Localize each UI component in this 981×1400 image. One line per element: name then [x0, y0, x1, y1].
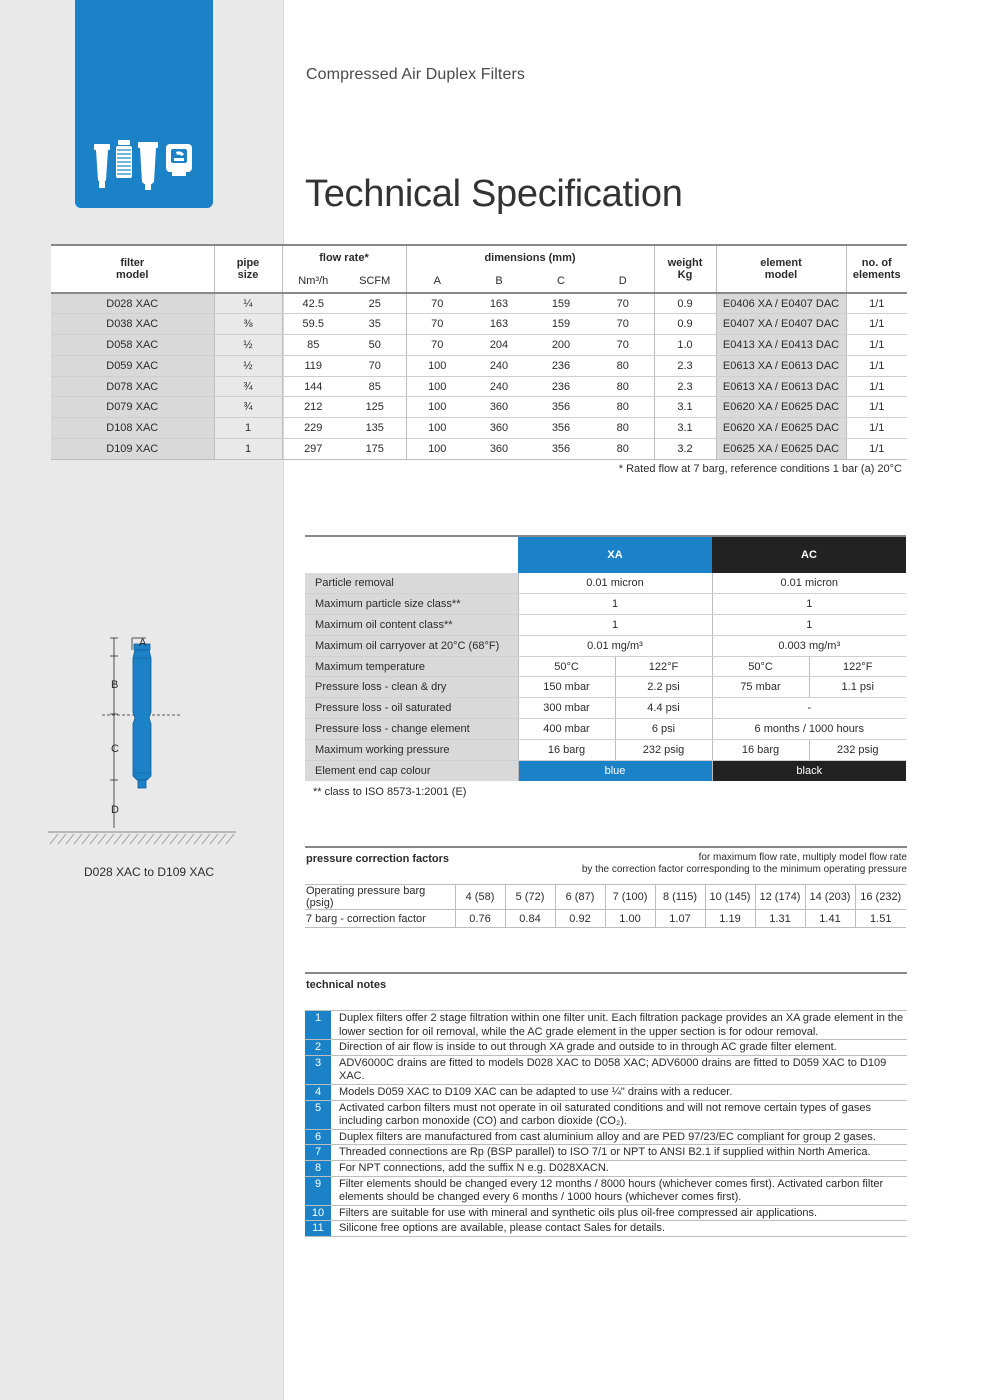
ac-value: 1.1 psi — [809, 677, 906, 698]
pressure-cell: 8 (115) — [655, 885, 705, 910]
filter-bowl-icon — [138, 142, 158, 190]
note-number: 6 — [305, 1130, 331, 1145]
spec-cell: 2.3 — [654, 376, 716, 397]
spec-cell: 1/1 — [846, 439, 907, 460]
xa-value: 0.01 mg/m³ — [518, 635, 712, 656]
pressure-correction-table — [305, 884, 906, 928]
xa-value: 1 — [518, 594, 712, 615]
spec-cell: 80 — [592, 439, 654, 460]
property-label: Maximum temperature — [305, 656, 518, 677]
spec-cell: 240 — [468, 376, 530, 397]
element-model-cell: E0413 XA / E0413 DAC — [716, 335, 846, 356]
note-text: Threaded connections are Rp (BSP parallel) to ISO 7/1 or NPT to ANSI B2.1 if supplied within North America. — [339, 1146, 871, 1159]
spec-cell: 1/1 — [846, 355, 907, 376]
spec-cell: 1/1 — [846, 335, 907, 356]
spec-cell: 70 — [406, 293, 468, 314]
property-label: Maximum working pressure — [305, 739, 518, 760]
dimension-label-c: C — [111, 743, 119, 755]
spec-cell: 236 — [530, 376, 592, 397]
spec-cell: 229 — [282, 418, 344, 439]
grade-row — [305, 739, 906, 760]
property-label: Particle removal — [305, 573, 518, 594]
technical-note — [305, 1130, 907, 1146]
technical-note — [305, 1085, 907, 1101]
technical-notes-list — [305, 1010, 907, 1237]
correction-factor-cell: 1.51 — [855, 910, 906, 928]
dimension-label-d: D — [111, 804, 119, 816]
xa-value: 50°C — [518, 656, 615, 677]
section-divider — [305, 972, 907, 974]
spec-cell: 70 — [406, 314, 468, 335]
technical-note — [305, 1040, 907, 1056]
model-cell: D079 XAC — [51, 397, 214, 418]
pressure-cell: 6 (87) — [555, 885, 605, 910]
spec-cell: ¾ — [214, 376, 282, 397]
note-text: Direction of air flow is inside to out through XA grade and outside to in through AC grade filter element. — [339, 1041, 837, 1054]
spec-cell: 85 — [282, 335, 344, 356]
xa-value: 0.01 micron — [518, 573, 712, 594]
element-model-cell: E0625 XA / E0625 DAC — [716, 439, 846, 460]
spec-cell: 356 — [530, 439, 592, 460]
xa-value: 2.2 psi — [615, 677, 712, 698]
header-nm3h: Nm³/h — [282, 269, 344, 293]
model-cell: D058 XAC — [51, 335, 214, 356]
spec-row — [51, 397, 907, 418]
spec-cell: 1/1 — [846, 397, 907, 418]
spec-cell: 100 — [406, 376, 468, 397]
header-no-elements: no. of elements — [846, 245, 907, 293]
xa-value: 232 psig — [615, 739, 712, 760]
spec-row — [51, 418, 907, 439]
spec-cell: 80 — [592, 397, 654, 418]
spec-cell: 80 — [592, 418, 654, 439]
header-xa-grade: XA — [518, 536, 712, 573]
spec-cell: 119 — [282, 355, 344, 376]
flow-rate-footnote: * Rated flow at 7 barg, reference conditions 1 bar (a) 20°C — [618, 463, 902, 475]
spec-cell: 70 — [344, 355, 406, 376]
model-cell: D109 XAC — [51, 439, 214, 460]
technical-note — [305, 1221, 907, 1237]
spec-cell: 175 — [344, 439, 406, 460]
ac-value: 6 months / 1000 hours — [712, 719, 906, 740]
technical-note — [305, 1101, 907, 1130]
product-category-badge — [75, 0, 213, 208]
filter-dimension-diagram — [46, 628, 238, 848]
property-label: Maximum particle size class** — [305, 594, 518, 615]
correction-factor-cell: 1.31 — [755, 910, 805, 928]
grade-comparison-table — [305, 535, 906, 781]
technical-note — [305, 1161, 907, 1177]
header-flow-rate: flow rate* — [282, 245, 406, 269]
grade-row — [305, 594, 906, 615]
spec-cell: 100 — [406, 355, 468, 376]
pressure-cell: 12 (174) — [755, 885, 805, 910]
pressure-cell: 7 (100) — [605, 885, 655, 910]
note-number: 5 — [305, 1101, 331, 1129]
property-label: Pressure loss - oil saturated — [305, 698, 518, 719]
dimension-label-a: A — [139, 637, 147, 649]
spec-cell: 1/1 — [846, 293, 907, 314]
filter-element-icon — [116, 140, 132, 178]
grade-row — [305, 719, 906, 740]
grade-row — [305, 615, 906, 636]
spec-row — [51, 355, 907, 376]
pressure-cell: 4 (58) — [455, 885, 505, 910]
spec-cell: 360 — [468, 418, 530, 439]
element-model-cell: E0406 XA / E0407 DAC — [716, 293, 846, 314]
model-cell: D028 XAC — [51, 293, 214, 314]
grade-row — [305, 698, 906, 719]
spec-cell: 100 — [406, 418, 468, 439]
spec-cell: 35 — [344, 314, 406, 335]
spec-cell: 100 — [406, 439, 468, 460]
note-text: Filters are suitable for use with mineral and synthetic oils plus oil-free compressed air applications. — [339, 1206, 818, 1219]
header-scfm: SCFM — [344, 269, 406, 293]
spec-cell: 70 — [592, 335, 654, 356]
technical-note — [305, 1206, 907, 1222]
factor-row-label: 7 barg - correction factor — [305, 910, 455, 928]
property-label: Pressure loss - change element — [305, 719, 518, 740]
element-model-cell: E0620 XA / E0625 DAC — [716, 418, 846, 439]
spec-cell: ½ — [214, 335, 282, 356]
ac-value: 232 psig — [809, 739, 906, 760]
header-element-model: element model — [716, 245, 846, 293]
ac-value: 16 barg — [712, 739, 809, 760]
spec-cell: ¼ — [214, 293, 282, 314]
spec-cell: 200 — [530, 335, 592, 356]
grade-row — [305, 573, 906, 594]
pressure-correction-note: for maximum flow rate, multiply model flow rate by the correction factor corresponding to the minimum operating pressure — [581, 852, 907, 875]
grade-table-corner — [305, 536, 518, 573]
document-subtitle: Compressed Air Duplex Filters — [306, 66, 525, 83]
note-text: Silicone free options are available, please contact Sales for details. — [339, 1222, 665, 1235]
note-number: 11 — [305, 1221, 331, 1236]
spec-cell: 144 — [282, 376, 344, 397]
correction-factor-cell: 0.76 — [455, 910, 505, 928]
pressure-cell: 10 (145) — [705, 885, 755, 910]
spec-cell: 80 — [592, 355, 654, 376]
grade-row — [305, 656, 906, 677]
ac-value: black — [712, 760, 906, 781]
spec-cell: ½ — [214, 355, 282, 376]
model-cell: D059 XAC — [51, 355, 214, 376]
ac-value: 122°F — [809, 656, 906, 677]
spec-row — [51, 335, 907, 356]
note-number: 7 — [305, 1145, 331, 1160]
drain-icon — [166, 144, 192, 176]
spec-cell: 2.3 — [654, 355, 716, 376]
spec-cell: 1 — [214, 418, 282, 439]
spec-cell: 3.2 — [654, 439, 716, 460]
pressure-row-label: Operating pressure barg (psig) — [305, 885, 455, 910]
ac-value: 0.003 mg/m³ — [712, 635, 906, 656]
correction-factor-cell: 1.41 — [805, 910, 855, 928]
spec-cell: 163 — [468, 293, 530, 314]
note-number: 1 — [305, 1011, 331, 1039]
spec-cell: 1/1 — [846, 376, 907, 397]
spec-cell: 356 — [530, 418, 592, 439]
header-dim-d: D — [592, 269, 654, 293]
spec-cell: 25 — [344, 293, 406, 314]
dimension-label-b: B — [111, 679, 119, 691]
ac-value: 75 mbar — [712, 677, 809, 698]
spec-cell: 3.1 — [654, 418, 716, 439]
spec-cell: 0.9 — [654, 293, 716, 314]
spec-cell: 135 — [344, 418, 406, 439]
model-cell: D038 XAC — [51, 314, 214, 335]
ac-value: 0.01 micron — [712, 573, 906, 594]
xa-value: 1 — [518, 615, 712, 636]
note-text: Filter elements should be changed every 12 months / 8000 hours (whichever comes first). Activated carbon filter elements should be changed every 6 months / 1000 hours (whichever comes first). — [339, 1177, 884, 1204]
ac-value: 50°C — [712, 656, 809, 677]
xa-value: 16 barg — [518, 739, 615, 760]
model-cell: D078 XAC — [51, 376, 214, 397]
xa-value: 300 mbar — [518, 698, 615, 719]
spec-cell: 163 — [468, 314, 530, 335]
spec-cell: 80 — [592, 376, 654, 397]
header-pipe-size: pipe size — [214, 245, 282, 293]
note-number: 8 — [305, 1161, 331, 1176]
spec-cell: 236 — [530, 355, 592, 376]
spec-cell: 159 — [530, 314, 592, 335]
xa-value: 122°F — [615, 656, 712, 677]
header-filter-model: filter model — [51, 245, 214, 293]
correction-factor-cell: 0.84 — [505, 910, 555, 928]
property-label: Element end cap colour — [305, 760, 518, 781]
grade-row — [305, 635, 906, 656]
spec-cell: 297 — [282, 439, 344, 460]
xa-value: blue — [518, 760, 712, 781]
spec-cell: 125 — [344, 397, 406, 418]
ac-value: 1 — [712, 615, 906, 636]
spec-cell: 100 — [406, 397, 468, 418]
model-cell: D108 XAC — [51, 418, 214, 439]
xa-value: 150 mbar — [518, 677, 615, 698]
correction-factor-cell: 1.07 — [655, 910, 705, 928]
property-label: Pressure loss - clean & dry — [305, 677, 518, 698]
spec-cell: 70 — [592, 314, 654, 335]
element-model-cell: E0407 XA / E0407 DAC — [716, 314, 846, 335]
pressure-cell: 5 (72) — [505, 885, 555, 910]
pressure-cell: 14 (203) — [805, 885, 855, 910]
note-text: Models D059 XAC to D109 XAC can be adapted to use ¼" drains with a reducer. — [339, 1085, 733, 1098]
specification-table — [51, 244, 907, 460]
note-number: 3 — [305, 1056, 331, 1084]
spec-row — [51, 376, 907, 397]
header-dim-c: C — [530, 269, 592, 293]
element-model-cell: E0613 XA / E0613 DAC — [716, 355, 846, 376]
technical-note — [305, 1145, 907, 1161]
iso-class-footnote: ** class to ISO 8573-1:2001 (E) — [313, 786, 467, 798]
note-text: For NPT connections, add the suffix N e.g. D028XACN. — [339, 1161, 609, 1174]
note-number: 10 — [305, 1206, 331, 1221]
spec-cell: 70 — [592, 293, 654, 314]
property-label: Maximum oil content class** — [305, 615, 518, 636]
spec-cell: ⅜ — [214, 314, 282, 335]
ac-value: - — [712, 698, 906, 719]
spec-cell: 1/1 — [846, 314, 907, 335]
technical-note — [305, 1011, 907, 1040]
element-model-cell: E0613 XA / E0613 DAC — [716, 376, 846, 397]
ac-value: 1 — [712, 594, 906, 615]
spec-cell: 85 — [344, 376, 406, 397]
grade-row — [305, 760, 906, 781]
page-title: Technical Specification — [305, 173, 683, 215]
filter-housing-icon — [94, 144, 110, 188]
spec-cell: 1.0 — [654, 335, 716, 356]
technical-note — [305, 1177, 907, 1206]
spec-cell: 360 — [468, 397, 530, 418]
xa-value: 400 mbar — [518, 719, 615, 740]
spec-cell: 212 — [282, 397, 344, 418]
technical-notes-title: technical notes — [306, 979, 387, 991]
correction-factor-cell: 0.92 — [555, 910, 605, 928]
spec-cell: 3.1 — [654, 397, 716, 418]
pressure-cell: 16 (232) — [855, 885, 906, 910]
header-weight: weight Kg — [654, 245, 716, 293]
spec-row — [51, 293, 907, 314]
header-ac-grade: AC — [712, 536, 906, 573]
property-label: Maximum oil carryover at 20°C (68°F) — [305, 635, 518, 656]
diagram-caption: D028 XAC to D109 XAC — [84, 865, 215, 879]
grade-row — [305, 677, 906, 698]
header-dim-a: A — [406, 269, 468, 293]
spec-cell: 1 — [214, 439, 282, 460]
element-model-cell: E0620 XA / E0625 DAC — [716, 397, 846, 418]
spec-cell: ¾ — [214, 397, 282, 418]
note-number: 2 — [305, 1040, 331, 1055]
xa-value: 6 psi — [615, 719, 712, 740]
note-number: 9 — [305, 1177, 331, 1205]
spec-cell: 356 — [530, 397, 592, 418]
correction-factor-cell: 1.19 — [705, 910, 755, 928]
technical-note — [305, 1056, 907, 1085]
spec-cell: 59.5 — [282, 314, 344, 335]
correction-factor-cell: 1.00 — [605, 910, 655, 928]
note-text: Duplex filters offer 2 stage filtration within one filter unit. Each filtration package provides an XA grade element in the lower section for oil removal, while the AC grade element in the upper section is for odour removal. — [339, 1012, 904, 1038]
note-text: Duplex filters are manufactured from cast aluminium alloy and are PED 97/23/EC compliant for group 2 gases. — [339, 1130, 876, 1143]
header-dimensions: dimensions (mm) — [406, 245, 654, 269]
spec-cell: 240 — [468, 355, 530, 376]
spec-cell: 42.5 — [282, 293, 344, 314]
spec-cell: 159 — [530, 293, 592, 314]
xa-value: 4.4 psi — [615, 698, 712, 719]
spec-cell: 50 — [344, 335, 406, 356]
spec-cell: 360 — [468, 439, 530, 460]
spec-cell: 204 — [468, 335, 530, 356]
spec-row — [51, 314, 907, 335]
note-number: 4 — [305, 1085, 331, 1100]
spec-row — [51, 439, 907, 460]
header-dim-b: B — [468, 269, 530, 293]
spec-cell: 70 — [406, 335, 468, 356]
section-divider — [305, 846, 907, 848]
spec-cell: 1/1 — [846, 418, 907, 439]
pressure-correction-title: pressure correction factors — [306, 853, 450, 865]
note-text: ADV6000C drains are fitted to models D028 XAC to D058 XAC; ADV6000 drains are fitted to D059 XAC to D109 XAC. — [339, 1056, 887, 1083]
filter-products-icon — [92, 136, 198, 192]
note-text: Activated carbon filters must not operate in oil saturated conditions and will not remove certain types of gases including carbon monoxide (CO) and carbon dioxide (CO₂). — [339, 1101, 871, 1128]
spec-cell: 0.9 — [654, 314, 716, 335]
